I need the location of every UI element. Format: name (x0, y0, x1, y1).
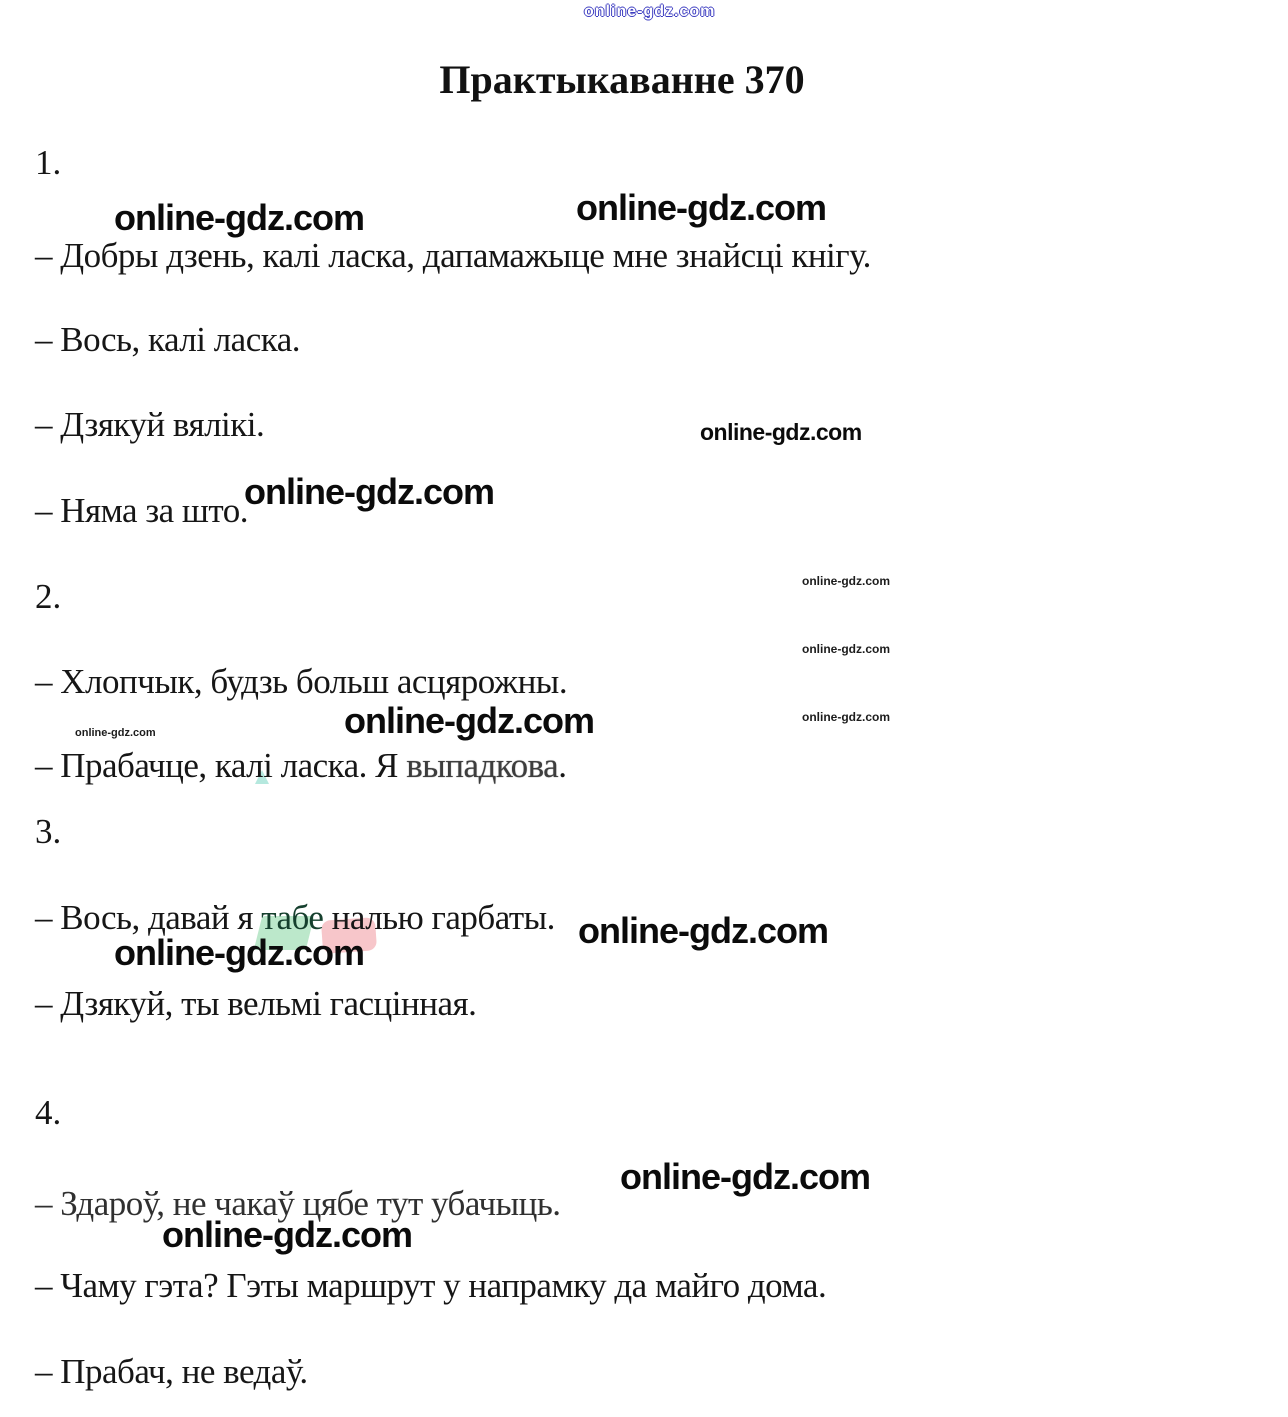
dialog-line (35, 898, 555, 938)
watermark-large: online-gdz.com (114, 197, 364, 238)
watermark-large: online-gdz.com (620, 1156, 870, 1197)
dialog-line: – Добры дзень, калі ласка, дапамажыце мне знайсці кнігу. (35, 236, 871, 275)
watermark-small: online-gdz.com (802, 642, 890, 656)
exercise-title: Практыкаванне 370 (439, 57, 805, 102)
watermark-outline-top: online-gdz.com (584, 3, 716, 20)
dialog-line: – Здароў, не чакаў цябе тут убачыць. (35, 1184, 561, 1223)
watermark-small: online-gdz.com (802, 710, 890, 724)
dialog-text-faded: выпадкова (406, 746, 559, 785)
dialog-text-green: табе (261, 898, 324, 937)
dialog-line: – Дзякуй вялікі. (35, 405, 265, 444)
dialog-text: – Прабачце, калі ласка. Я (35, 746, 407, 785)
watermark-large: online-gdz.com (244, 471, 494, 512)
section-number-4: 4. (35, 1093, 62, 1132)
dialog-line: – Чаму гэта? Гэты маршрут у напрамку да майго дома. (35, 1266, 827, 1305)
dialog-text: налью гарбаты. (323, 898, 555, 937)
dialog-line: – Хлопчык, будзь больш асцярожны. (35, 662, 568, 701)
dialog-line: – Прабач, не ведаў. (35, 1352, 308, 1391)
watermark-large: online-gdz.com (114, 932, 364, 973)
watermark-large: online-gdz.com (162, 1214, 412, 1255)
watermark-small: online-gdz.com (802, 574, 890, 588)
dialog-line: – Няма за што. (35, 491, 248, 530)
dialog-line: – Дзякуй, ты вельмі гасцінная. (35, 984, 477, 1023)
watermark-large: online-gdz.com (344, 700, 594, 741)
dialog-line (35, 746, 566, 786)
dialog-line: – Вось, калі ласка. (35, 320, 301, 359)
watermark-tiny: online-gdz.com (75, 727, 156, 739)
watermark-large: online-gdz.com (576, 187, 826, 228)
dialog-text: . (558, 746, 567, 785)
watermark-large: online-gdz.com (578, 910, 828, 951)
watermark-medium: online-gdz.com (700, 419, 862, 445)
section-number-1: 1. (35, 143, 62, 182)
section-number-2: 2. (35, 577, 62, 616)
section-number-3: 3. (35, 812, 62, 851)
dialog-text: – Вось, давай я (35, 898, 262, 937)
